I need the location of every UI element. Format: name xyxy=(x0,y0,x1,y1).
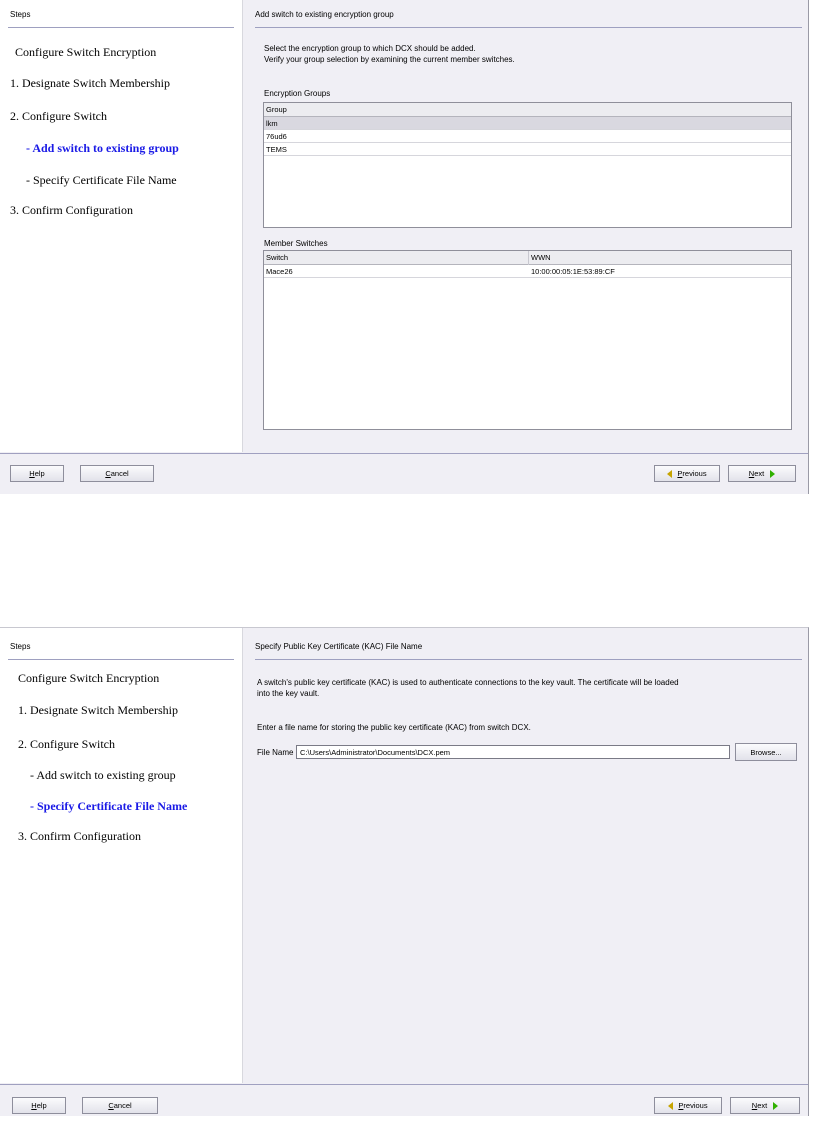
table-row[interactable] xyxy=(264,117,791,130)
wizard-add-switch xyxy=(0,0,809,494)
switch-cell: Mace26 xyxy=(266,267,293,276)
instruction-line-1: Select the encryption group to which DCX should be added. xyxy=(264,44,476,53)
file-name-field[interactable]: C:\Users\Administrator\Documents\DCX.pem xyxy=(296,745,730,759)
group-cell: TEMS xyxy=(266,145,287,154)
table-row[interactable] xyxy=(264,130,791,143)
next-arrow-icon xyxy=(773,1102,778,1110)
previous-arrow-icon xyxy=(667,470,672,478)
column-header-switch[interactable]: Switch xyxy=(266,253,289,262)
encryption-groups-table[interactable] xyxy=(263,102,792,228)
step-add-switch-to-existing-group: - Add switch to existing group xyxy=(26,141,179,155)
step-configure-switch-encryption: Configure Switch Encryption xyxy=(15,45,157,59)
steps-title: Steps xyxy=(10,10,31,19)
previous-button[interactable]: P revious xyxy=(654,1097,722,1114)
file-name-label: File Name xyxy=(257,748,294,757)
panel-title-divider xyxy=(255,659,802,660)
previous-arrow-icon xyxy=(668,1102,673,1110)
table-header[interactable] xyxy=(264,103,791,117)
step-add-switch-to-existing-group: - Add switch to existing group xyxy=(30,768,176,782)
next-arrow-icon xyxy=(770,470,775,478)
step-configure-switch: 2. Configure Switch xyxy=(18,737,115,751)
table-row[interactable] xyxy=(264,265,791,278)
column-header-group[interactable]: Group xyxy=(266,105,287,114)
steps-panel xyxy=(0,628,243,1083)
panel-title-divider xyxy=(255,27,802,28)
description-line-1: A switch's public key certificate (KAC) is used to authenticate connections to the key vault. The certificate will be loaded xyxy=(257,678,679,687)
enter-filename-prompt: Enter a file name for storing the public key certificate (KAC) from switch DCX. xyxy=(257,723,531,732)
steps-title: Steps xyxy=(10,642,31,651)
description-line-2: into the key vault. xyxy=(257,689,320,698)
browse-button[interactable]: Browse... xyxy=(735,743,797,761)
footer-divider xyxy=(0,1084,808,1085)
next-button[interactable]: N ext xyxy=(728,465,796,482)
table-row[interactable] xyxy=(264,143,791,156)
help-button[interactable]: H elp xyxy=(12,1097,66,1114)
steps-divider xyxy=(8,27,234,28)
group-cell: 76ud6 xyxy=(266,132,287,141)
cancel-button[interactable]: C ancel xyxy=(82,1097,158,1114)
step-designate-switch-membership: 1. Designate Switch Membership xyxy=(10,76,170,90)
column-header-wwn[interactable]: WWN xyxy=(531,253,551,262)
help-button[interactable]: H elp xyxy=(10,465,64,482)
step-specify-certificate-file-name: - Specify Certificate File Name xyxy=(30,799,188,813)
group-cell: lkm xyxy=(266,119,278,128)
wizard-specify-certificate xyxy=(0,627,809,1116)
steps-divider xyxy=(8,659,234,660)
steps-panel xyxy=(0,0,243,452)
previous-button[interactable]: P revious xyxy=(654,465,720,482)
wwn-cell: 10:00:00:05:1E:53:89:CF xyxy=(531,267,615,276)
step-confirm-configuration: 3. Confirm Configuration xyxy=(18,829,141,843)
step-specify-certificate-file-name: - Specify Certificate File Name xyxy=(26,173,177,187)
cancel-button[interactable]: C ancel xyxy=(80,465,154,482)
panel-title: Specify Public Key Certificate (KAC) File Name xyxy=(255,642,423,651)
column-divider[interactable] xyxy=(528,251,529,265)
member-switches-table[interactable] xyxy=(263,250,792,430)
encryption-groups-label: Encryption Groups xyxy=(264,89,331,98)
step-configure-switch: 2. Configure Switch xyxy=(10,109,107,123)
instruction-line-2: Verify your group selection by examining the current member switches. xyxy=(264,55,515,64)
member-switches-label: Member Switches xyxy=(264,239,328,248)
step-configure-switch-encryption: Configure Switch Encryption xyxy=(18,671,160,685)
footer-divider xyxy=(0,453,808,454)
next-button[interactable]: N ext xyxy=(730,1097,800,1114)
step-confirm-configuration: 3. Confirm Configuration xyxy=(10,203,133,217)
step-designate-switch-membership: 1. Designate Switch Membership xyxy=(18,703,178,717)
panel-title: Add switch to existing encryption group xyxy=(255,10,394,19)
